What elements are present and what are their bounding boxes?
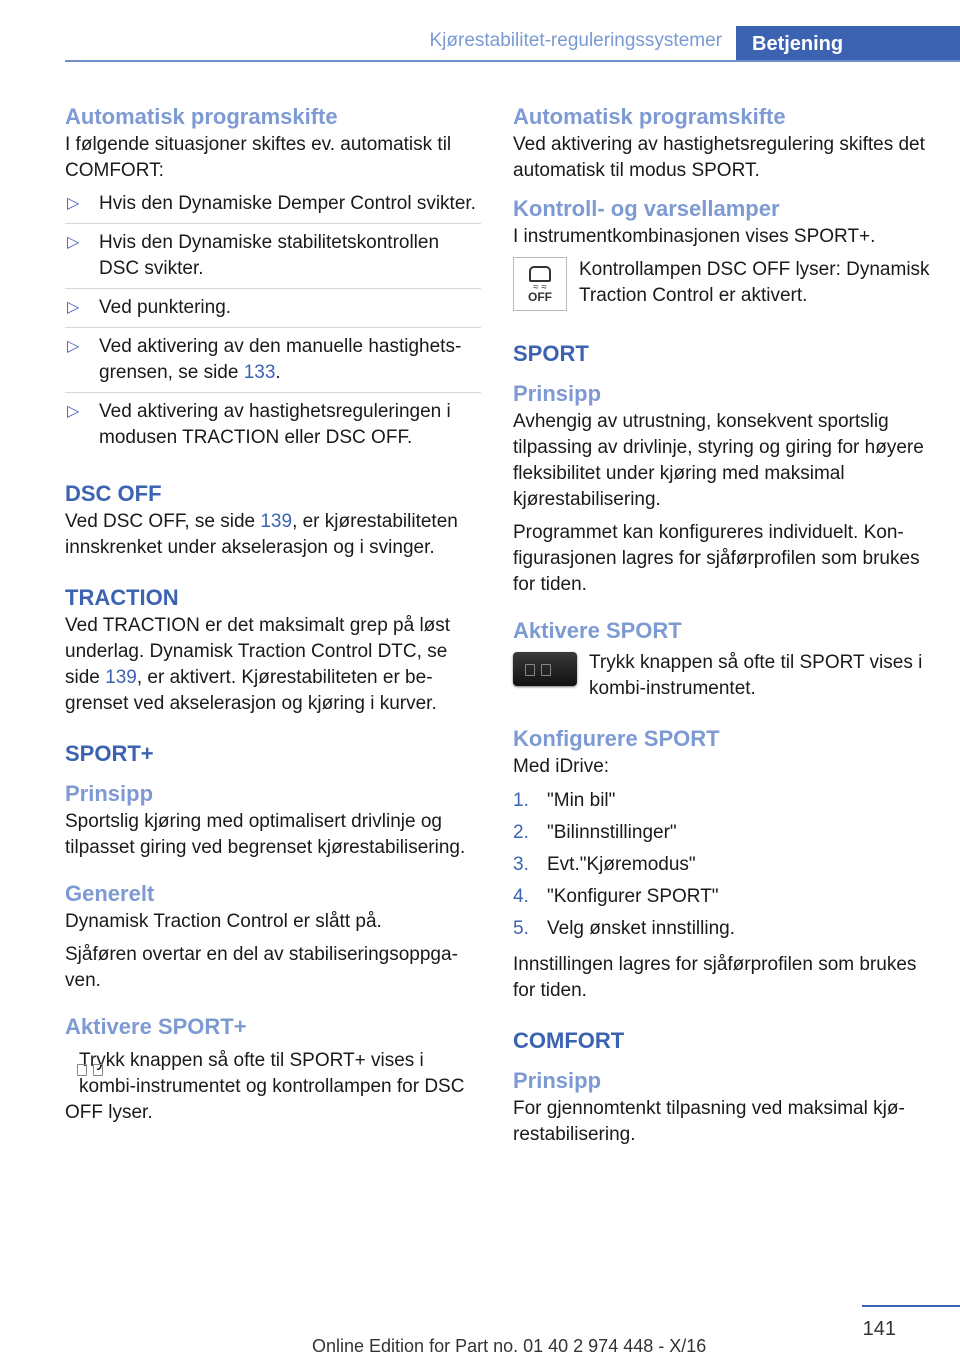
auto-shift-text: Ved aktivering av hastighetsregulering skiftes det automatisk til modus SPORT. [513, 134, 925, 181]
triangle-bullet-icon: ▷ [67, 234, 80, 251]
configure-note: Innstillingen lagres for sjåførprofilen som brukes for tiden. [513, 954, 917, 1001]
program-text: Programmet kan konfigureres individuelt. Konfigurasjonen lagres for sjåførprofilen som brukes for tiden. [513, 522, 920, 595]
list-item: 4. "Konfigurer SPORT" [513, 886, 719, 907]
triangle-bullet-icon: ▷ [67, 338, 80, 355]
page-link-139[interactable]: 139 [260, 511, 293, 532]
activate-sport-plus-block [65, 1048, 481, 1126]
list-item: ▷ Hvis den Dynamiske Demper Control svikter. [65, 191, 481, 224]
footer-rule [862, 1305, 960, 1307]
dsc-off-text: Ved DSC OFF, se side 139, er kjørestabiliteten innskrenket under akselerasjon og i svinger. [65, 511, 458, 558]
page-header [65, 26, 960, 62]
sport-plus-heading: SPORT+ [65, 741, 154, 766]
dsc-off-lamp-icon: ≈ ≈ OFF [513, 257, 567, 311]
page-link-139[interactable]: 139 [105, 667, 137, 688]
right-column [513, 100, 931, 1155]
list-item: ▷ Ved aktivering av hastighetsreguleringen i modusen TRACTION eller DSC OFF. [67, 401, 451, 448]
edition-note: Online Edition for Part no. 01 40 2 974 448 - X/16 [312, 1336, 707, 1356]
indicator-lamps-heading: Kontroll- og varsellamper [513, 196, 780, 221]
principle-text: Avhengig av utrustning, konsekvent sportslig tilpassing av drivlinje, styring og giring for høyere fleksibilitet under kjøring med maksimal kjørestabilisering. [513, 411, 924, 510]
configure-steps [513, 788, 931, 948]
auto-shift-intro: I følgende situasjoner skiftes ev. automatisk til COMFORT: [65, 134, 452, 181]
activate-sport-heading: Aktivere SPORT [513, 618, 682, 643]
header-chapter: Kjørestabilitet-reguleringssystemer [429, 30, 722, 51]
activate-sport-plus-heading: Aktivere SPORT+ [65, 1014, 247, 1039]
principle-heading: Prinsipp [513, 1068, 602, 1093]
general-text: Dynamisk Traction Control er slått på. [65, 911, 382, 932]
activate-sport-row [513, 650, 931, 702]
traction-heading: TRACTION [65, 585, 179, 610]
list-item: 5. Velg ønsket innstilling. [513, 918, 735, 939]
principle-heading: Prinsipp [513, 381, 602, 406]
activate-sport-text: Trykk knappen så ofte til SPORT vises i kombi-instrumentet. [589, 652, 923, 699]
comfort-text: For gjennomtenkt tilpasning ved maksimal kjørestabilisering. [513, 1098, 905, 1145]
triangle-bullet-icon: ▷ [67, 195, 80, 212]
list-item: 1. "Min bil" [513, 790, 616, 811]
comfort-heading: COMFORT [513, 1028, 625, 1053]
triangle-bullet-icon: ▷ [67, 403, 80, 420]
dsc-off-heading: DSC OFF [65, 481, 162, 506]
sport-heading: SPORT [513, 341, 589, 366]
driving-experience-switch-icon [513, 652, 577, 686]
list-item: ▷ Hvis den Dynamiske stabilitetskontrollen DSC svikter. [65, 230, 481, 289]
general-heading: Generelt [65, 881, 155, 906]
list-item: ▷ Ved aktivering av den manuelle hastighetsgrensen, se side 133. [65, 334, 481, 393]
traction-text: Ved TRACTION er det maksimalt grep på løst underlag. Dynamisk Traction Control DTC, se side 139, er aktivert. Kjørestabiliteten er begrenset ved akselerasjon og kjøring i kurver. [65, 615, 451, 714]
configure-intro: Med iDrive: [513, 756, 610, 777]
list-item: 3. Evt."Kjøremodus" [513, 854, 696, 875]
general-text: Sjåføren overtar en del av stabiliseringsoppgaven. [65, 944, 458, 991]
configure-sport-heading: Konfigurere SPORT [513, 726, 720, 751]
lamp-text: Kontrollampen DSC OFF lyser: Dynamisk Traction Control er aktivert. [579, 259, 930, 306]
page-link-133[interactable]: 133 [243, 362, 276, 383]
header-section-tab: Betjening [736, 26, 960, 62]
activate-sport-plus-text: Trykk knappen så ofte til SPORT+ vises i kombi-instrumentet og kontrollampen for DSC OFF lyser. [65, 1050, 465, 1123]
principle-text: Sportslig kjøring med optimalisert drivlinje og tilpasset giring ved begrenset kjørestabilisering. [65, 811, 466, 858]
page-number: 141 [862, 1318, 896, 1340]
principle-heading: Prinsipp [65, 781, 154, 806]
left-column [65, 100, 481, 1133]
list-item: 2. "Bilinnstillinger" [513, 822, 677, 843]
triangle-bullet-icon: ▷ [67, 299, 80, 316]
lamp-row [513, 257, 931, 311]
list-item: ▷ Ved punktering. [65, 295, 481, 328]
header-rule [65, 60, 960, 62]
auto-shift-list [65, 191, 481, 457]
auto-shift-heading: Automatisk programskifte [65, 104, 338, 129]
auto-shift-heading: Automatisk programskifte [513, 104, 786, 129]
indicator-lamps-text: I instrumentkombinasjonen vises SPORT+. [513, 226, 876, 247]
